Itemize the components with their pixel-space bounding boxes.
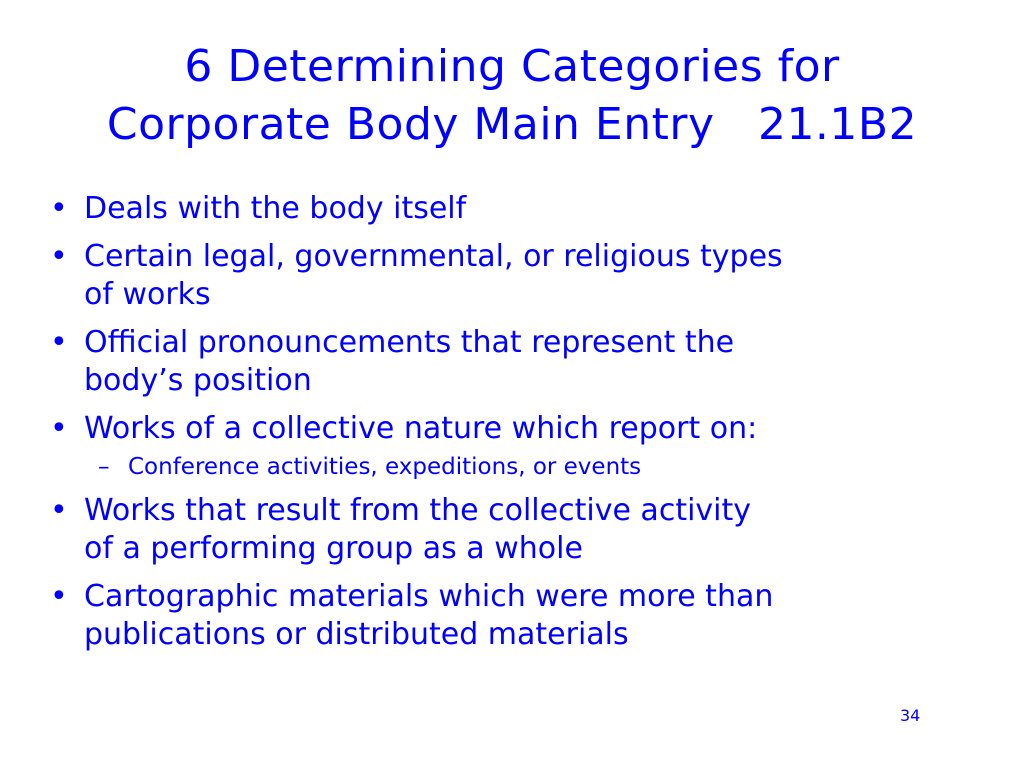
bullet-text: Certain legal, governmental, or religious types (84, 239, 783, 274)
bullet-marker: • (50, 239, 68, 274)
bullet-marker: • (50, 411, 68, 446)
bullet-marker: • (50, 493, 68, 528)
bullet-text: Works of a collective nature which report on: (84, 411, 758, 446)
bullet-item (44, 492, 964, 568)
bullet-item (44, 238, 964, 314)
bullet-text: Official pronouncements that represent the (84, 325, 735, 360)
title-line-1: 6 Determining Categories for (184, 41, 840, 92)
bullet-list (44, 190, 964, 664)
sub-bullet-text: Conference activities, expeditions, or events (128, 454, 642, 480)
bullet-text: Cartographic materials which were more than (84, 579, 774, 614)
sub-bullet-marker: – (98, 454, 110, 480)
bullet-marker: • (50, 579, 68, 614)
bullet-text: Works that result from the collective activity (84, 493, 752, 528)
bullet-item (44, 324, 964, 400)
bullet-marker: • (50, 191, 68, 226)
bullet-text: body’s position (84, 363, 312, 398)
bullet-text: Deals with the body itself (84, 191, 467, 226)
bullet-item (44, 190, 964, 228)
sub-bullet-item (44, 452, 964, 482)
page-number: 34 (900, 706, 921, 725)
title-line-2: Corporate Body Main Entry 21.1B2 (106, 99, 918, 150)
slide-title (20, 38, 1004, 154)
bullet-text: of works (84, 277, 211, 312)
bullet-text: of a performing group as a whole (84, 531, 583, 566)
bullet-text: publications or distributed materials (84, 617, 629, 652)
bullet-marker: • (50, 325, 68, 360)
bullet-item (44, 578, 964, 654)
bullet-item (44, 410, 964, 448)
